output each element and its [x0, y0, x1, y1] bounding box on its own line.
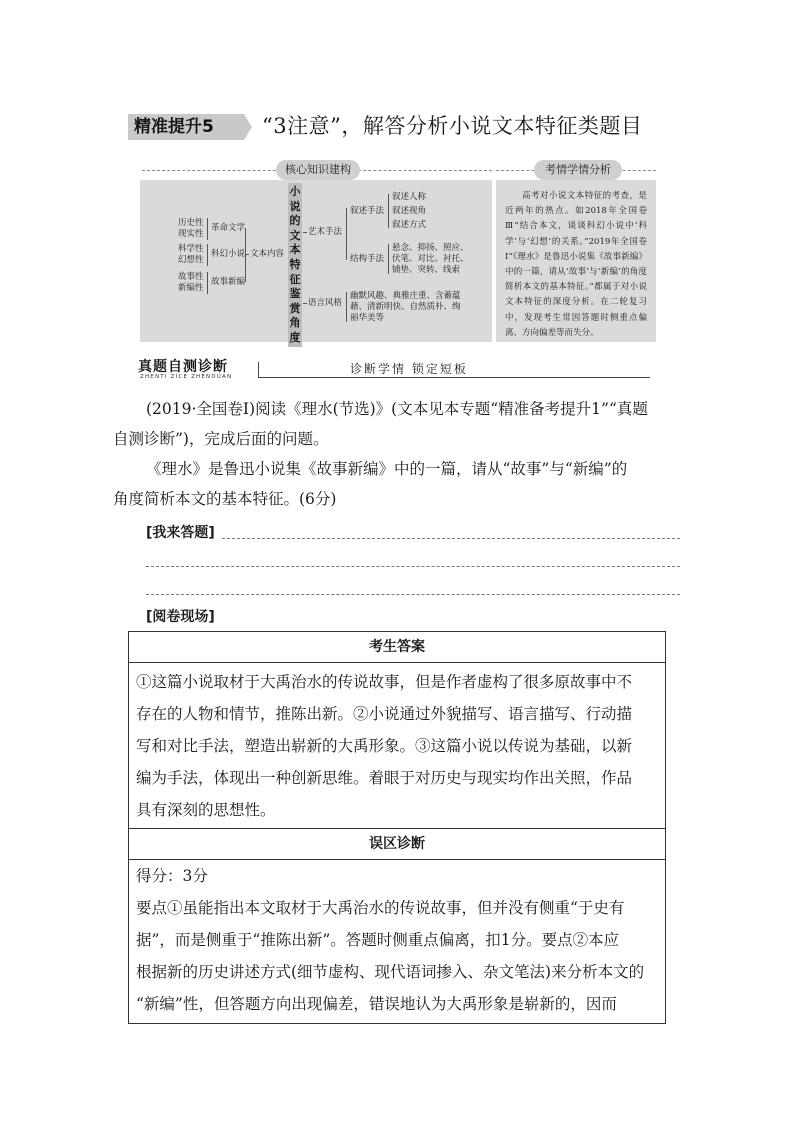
bracket-line — [388, 244, 389, 274]
page-title: “3注意”，解答分析小说文本特征类题目 — [262, 114, 643, 138]
trait-story: 故事性 新编性 — [178, 272, 204, 293]
narrative-item: 叙述方式 — [392, 220, 427, 230]
connector-line — [303, 303, 307, 304]
question-line: 《理水》是鲁迅小说集《故事新编》中的一篇，请从“故事”与“新编”的 — [146, 460, 628, 478]
bracket-line — [346, 208, 347, 260]
student-answer-line: 写和对比手法，塑造出崭新的大禹形象。③这篇小说以传说为基础，以新 — [136, 737, 633, 755]
vertical-title: 小说的文本特征鉴赏角度 — [288, 183, 302, 347]
student-answer-line: ①这篇小说取材于大禹治水的传说故事，但是作者虚构了很多原故事中不 — [136, 673, 633, 691]
student-answer-line: 具有深刻的思想性。 — [136, 801, 276, 819]
narrative-item: 叙述人称 — [392, 192, 427, 202]
exam-header: 考情学情分析 — [534, 160, 622, 180]
branch-newstory: 故事新编 — [211, 277, 246, 287]
bracket-line — [245, 228, 246, 282]
style-text: 幽默风趣、典雅庄重、含蓄蕴 藉、清新明快、自然质朴、绚 丽华美等 — [350, 291, 461, 323]
bracket-line — [207, 244, 208, 266]
knowledge-header: 核心知识建构 — [276, 160, 360, 180]
exam-analysis-text: 高考对小说文本特征的考查，是近两年的热点。如2018年全国卷Ⅲ“结合本文，谈谈科幻小说中‘科学’与‘幻想’的关系。”2019年全国卷Ⅰ“《理水》是鲁迅小说集《故事新编》中的一篇，请从‘故事’与‘新编’的角度简析本文的基本特征。”都属于对小说文本特征的深度分析。在二轮复习中，发现考生常因答题时侧重点偏离、方向偏差等而失分。 — [505, 191, 647, 338]
badge-arrow — [244, 114, 252, 140]
section-badge: 精准提升5 — [128, 114, 244, 140]
question-line: 角度简析本文的基本特征。(6分) — [113, 490, 337, 508]
section-underline — [258, 377, 650, 378]
section-subtitle: 诊断学情 锁定短板 — [350, 362, 468, 376]
student-answer-cell — [129, 663, 665, 828]
review-table — [128, 631, 666, 1024]
section-tick — [254, 362, 259, 378]
trait-historical: 历史性 现实性 — [178, 218, 204, 239]
answer-line[interactable] — [146, 594, 680, 595]
structure-label: 结构手法 — [350, 254, 385, 264]
bracket-line — [346, 292, 347, 322]
bracket-line — [207, 218, 208, 240]
answer-label: [我来答题] — [146, 525, 215, 541]
diagnosis-line: 据”，而是侧重于“推陈出新”。答题时侧重点偏离，扣1分。要点②本应 — [136, 931, 620, 949]
bracket-line — [388, 194, 389, 228]
branch-scifi: 科幻小说 — [211, 249, 246, 259]
student-answer-header: 考生答案 — [129, 632, 665, 663]
narrative-label: 叙述手法 — [350, 206, 385, 216]
answer-line[interactable] — [146, 566, 680, 567]
narrative-item: 叙述视角 — [392, 206, 427, 216]
question-line: 自测诊断”)，完成后面的问题。 — [113, 430, 329, 448]
style-label: 语言风格 — [308, 298, 343, 308]
question-line: (2019·全国卷Ⅰ)阅读《理水(节选)》(文本见本专题“精准备考提升1”“真题 — [146, 400, 648, 418]
connector-line — [245, 254, 249, 255]
connector-line — [303, 232, 307, 233]
review-label: [阅卷现场] — [146, 609, 215, 625]
section-title: 真题自测诊断 — [138, 359, 228, 375]
section-pinyin: ZHENTI ZICE ZHENDUAN — [140, 374, 233, 380]
student-answer-line: 存在的人物和情节，推陈出新。②小说通过外貌描写、语言描写、行动描 — [136, 705, 633, 723]
diagnosis-header: 误区诊断 — [129, 828, 665, 860]
bracket-line — [207, 272, 208, 294]
center-label: 文本内容 — [250, 249, 285, 259]
answer-line[interactable] — [222, 538, 680, 539]
structure-text: 悬念、抑扬、照应、 伏笔、对比、衬托、 铺垫、突转、线索 — [392, 243, 469, 275]
art-label: 艺术手法 — [308, 227, 343, 237]
diagnosis-line: “新编”性，但答题方向出现偏差，错误地认为大禹形象是崭新的，因而 — [136, 995, 617, 1013]
branch-revolution: 革命文学 — [211, 223, 246, 233]
student-answer-line: 编为手法，体现出一种创新思维。着眼于对历史与现实均作出关照，作品 — [136, 769, 633, 787]
trait-scientific: 科学性 幻想性 — [178, 244, 204, 265]
score-line: 得分：3分 — [136, 867, 208, 885]
diagnosis-line: 根据新的历史讲述方式(细节虚构、现代语词掺入、杂文笔法)来分析本文的 — [136, 963, 645, 981]
diagnosis-line: 要点①虽能指出本文取材于大禹治水的传说故事，但并没有侧重“于史有 — [136, 899, 625, 917]
diagnosis-cell — [129, 860, 665, 1023]
